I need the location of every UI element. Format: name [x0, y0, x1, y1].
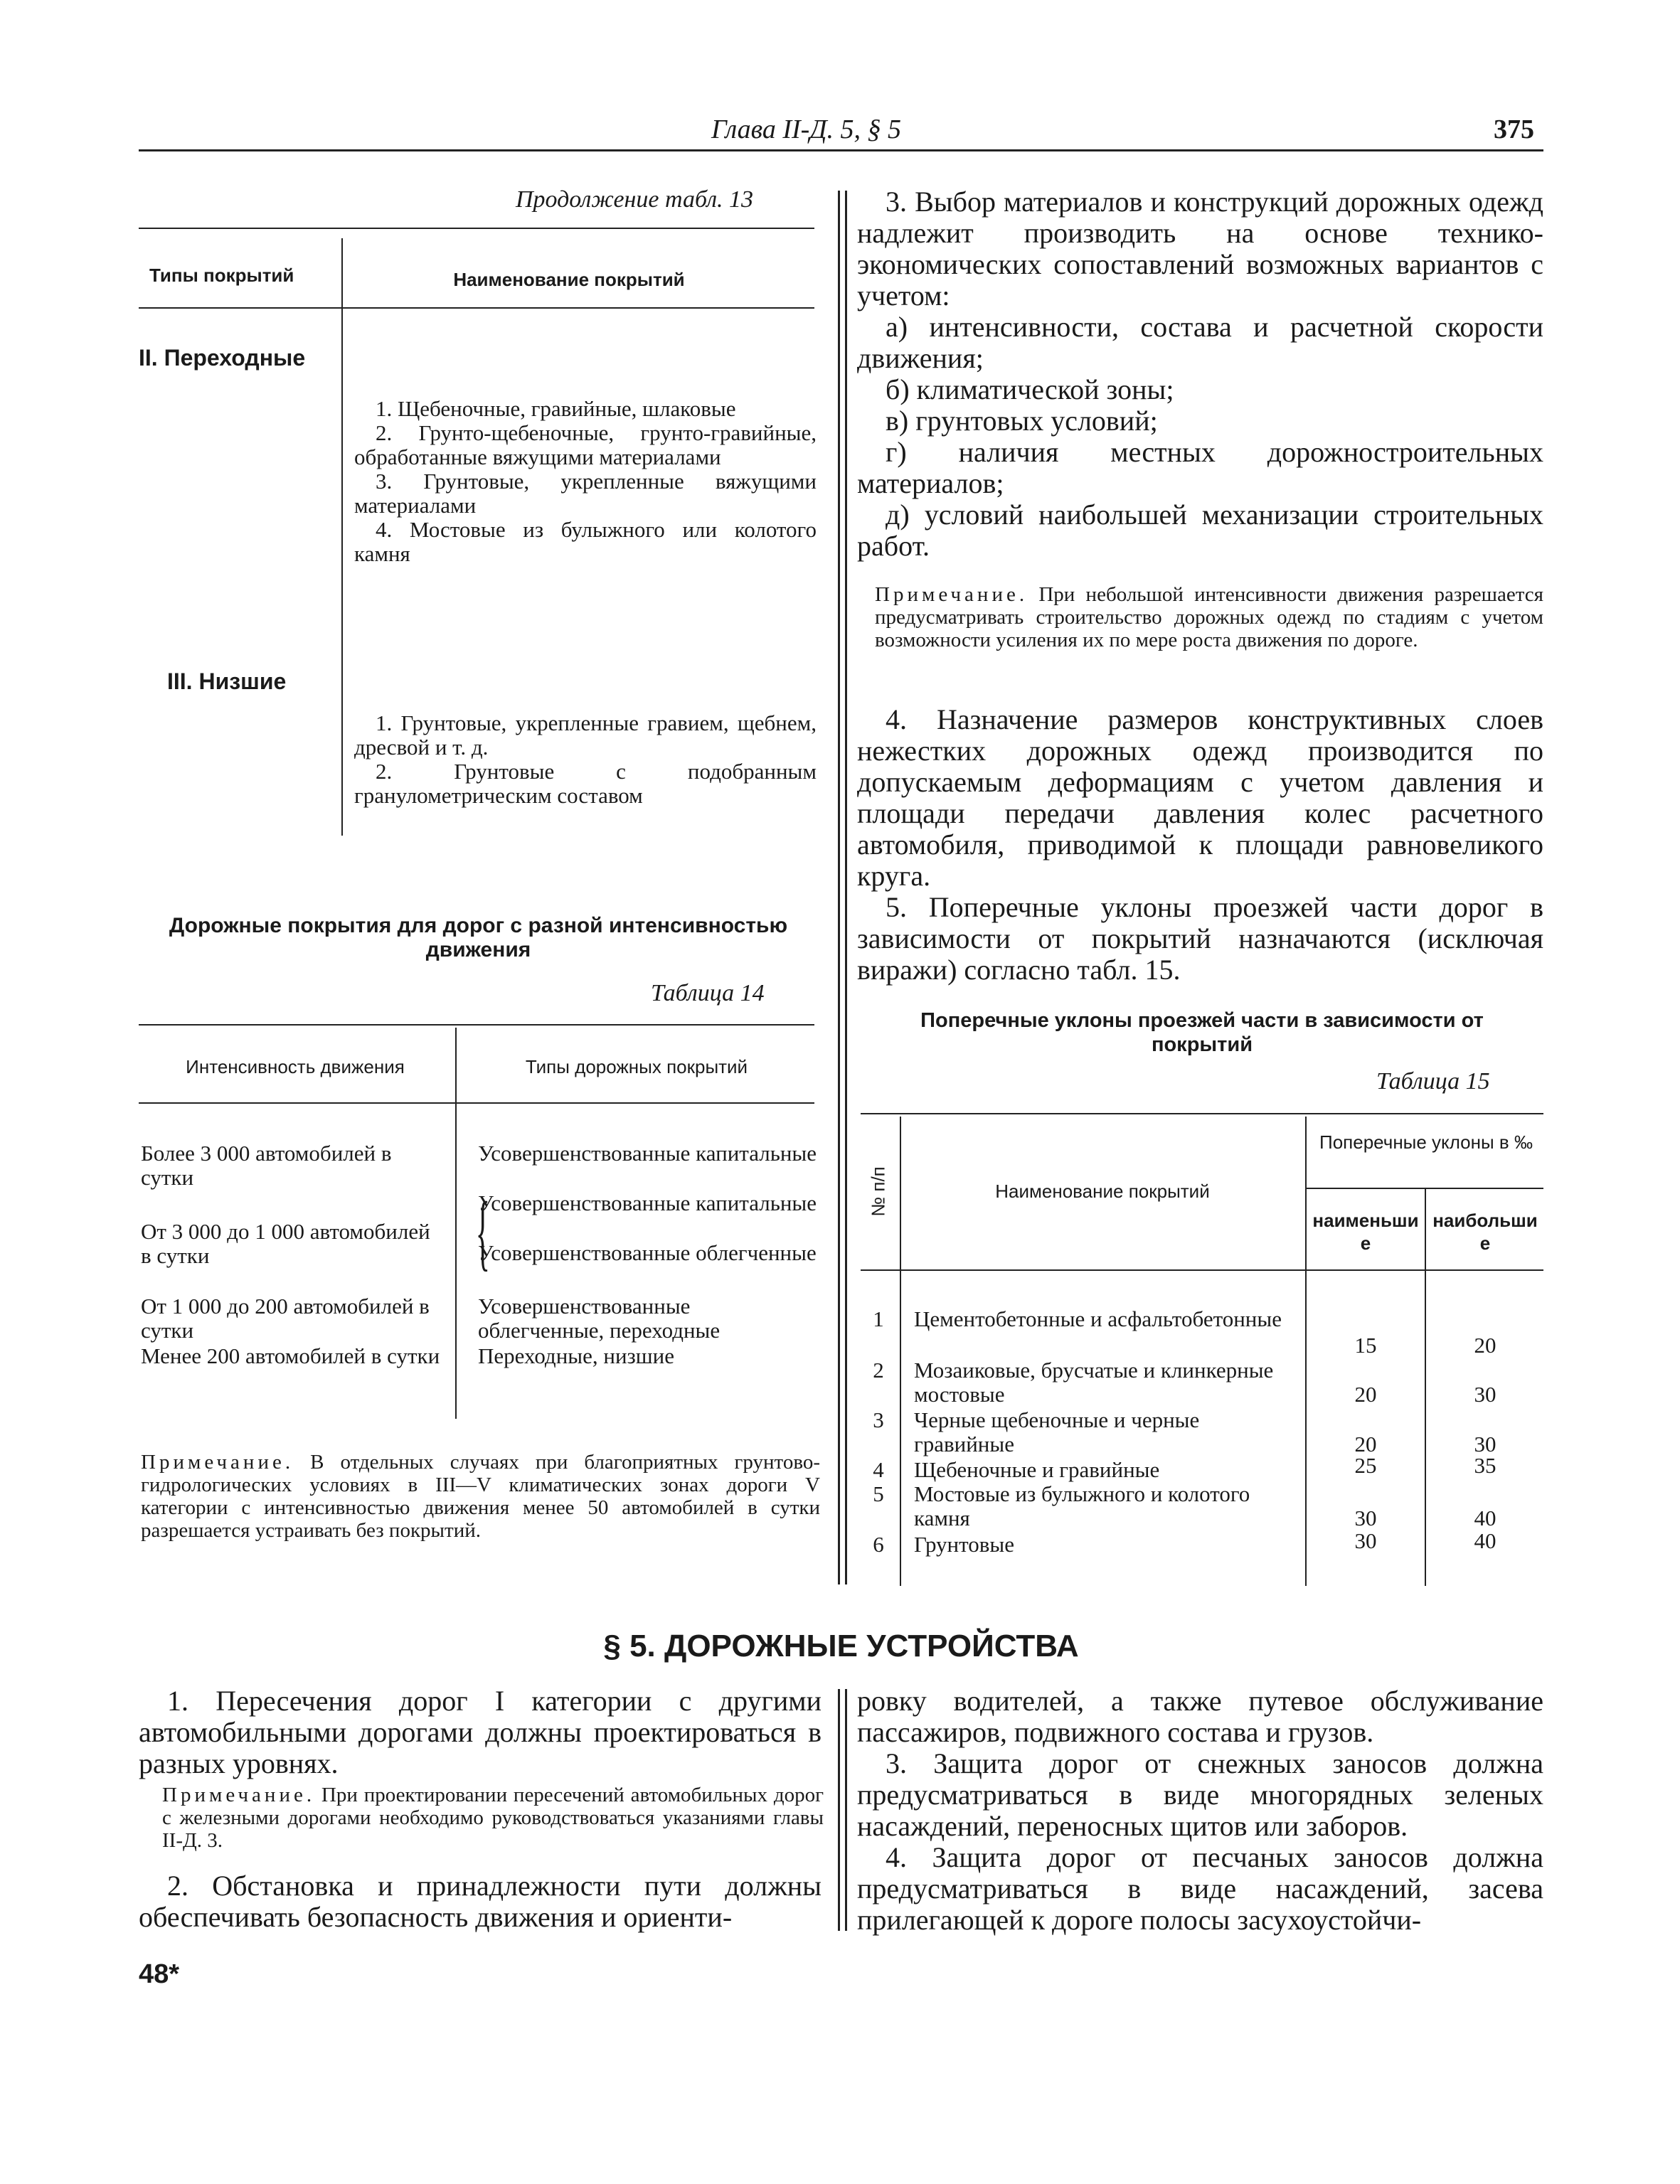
table15-row-name: Черные щебеночные и черные гравийные: [914, 1407, 1200, 1456]
right-note: [875, 583, 1543, 651]
table13-col-names: Наименование покрытий: [453, 269, 685, 290]
section5-left-column: [139, 1685, 822, 1779]
table14-header-rule: [139, 1102, 814, 1104]
table14-row-type: Усовершенствованные капитальные: [478, 1141, 817, 1166]
table15-row-max: 40: [1474, 1528, 1496, 1553]
table15-row-name: Грунтовые: [914, 1532, 1015, 1557]
right-column-text-2: [857, 704, 1543, 986]
note-text: При проектировании пересечений автомобильных дорог с железными дорогами необходимо руководствоваться указаниями главы II-Д. 3.: [162, 1784, 824, 1852]
column-divider: [845, 191, 847, 1584]
table15-row-min: 30: [1354, 1528, 1377, 1553]
list-item: 1. Щебеночные, гравийные, шлаковые: [376, 396, 736, 421]
list-item: г) наличия местных дорожностроительных материалов;: [857, 436, 1543, 499]
table15-row-min: 20: [1354, 1382, 1377, 1407]
table15-row-max: 40: [1474, 1506, 1496, 1530]
table15-col-max: наибольшие: [1432, 1210, 1538, 1254]
list-item: 3. Грунтовые, укрепленные вяжущими материалами: [354, 469, 817, 518]
table14-top-rule: [139, 1024, 814, 1026]
table15-row-max: 30: [1474, 1382, 1496, 1407]
list-item: а) интенсивности, состава и расчетной скорости движения;: [857, 311, 1543, 374]
table13-col-rule: [341, 238, 343, 836]
list-item: д) условий наибольшей механизации строительных работ.: [857, 499, 1543, 562]
table15-row-min: 30: [1354, 1506, 1377, 1530]
table13-group3: III. Низшие: [167, 668, 287, 694]
paragraph-3: 3. Выбор материалов и конструкций дорожных одежд надлежит производить на основе технико-экономических сопоставлений возможных вариантов с учетом:: [857, 186, 1543, 311]
section-heading: § 5. ДОРОЖНЫЕ УСТРОЙСТВА: [603, 1629, 1079, 1663]
list-item: 2. Грунто-щебеночные, грунто-гравийные, обработанные вяжущими материалами: [354, 420, 817, 469]
note-label: Примечание.: [875, 583, 1028, 606]
table15-row-max: 30: [1474, 1432, 1496, 1456]
section5-left-column-2: [139, 1870, 822, 1933]
table15-num-rule: [900, 1117, 901, 1586]
table14-row-type: Усовершенствованные облегченные: [478, 1240, 817, 1265]
table14-row-intensity: От 3 000 до 1 000 автомобилей в сутки: [141, 1219, 430, 1268]
table14-row-intensity: От 1 000 до 200 автомобилей в сутки: [141, 1294, 430, 1343]
table15-min-rule: [1425, 1188, 1426, 1586]
column-divider: [845, 1689, 847, 1931]
section5-left-note: [162, 1784, 824, 1852]
column-divider: [838, 191, 840, 1584]
table15-row-num: 5: [873, 1481, 884, 1506]
table13-header-rule: [139, 307, 814, 309]
paragraph-2: 2. Обстановка и принадлежности пути должны обеспечивать безопасность движения и ориенти-: [139, 1870, 822, 1933]
paragraph-5: 5. Поперечные уклоны проезжей части дорог в зависимости от покрытий назначаются (исключая виражи) согласно табл. 15.: [857, 891, 1543, 986]
paragraph-4: 4. Защита дорог от песчаных заносов должна предусматриваться в виде насаждений, засева прилегающей к дороге полосы засухоустойчи-: [857, 1841, 1543, 1936]
table15-row-min: 25: [1354, 1453, 1377, 1478]
table15-row-max: 35: [1474, 1453, 1496, 1478]
brace-icon: {: [475, 1184, 490, 1279]
table15-row-min: 20: [1354, 1432, 1377, 1456]
note-label: Примечание.: [141, 1451, 294, 1474]
table15-caption: Таблица 15: [1376, 1068, 1490, 1094]
table15-col-min: наименьшие: [1312, 1210, 1419, 1254]
table15-row-name: Мозаиковые, брусчатые и клинкерные мостовые: [914, 1358, 1274, 1407]
table14-note: [141, 1451, 820, 1542]
table15-row-num: 1: [873, 1306, 884, 1331]
section5-right-column: [857, 1685, 1543, 1936]
list-item: б) климатической зоны;: [886, 373, 1174, 405]
table14-row-type: Усовершенствованные капитальные: [478, 1190, 817, 1215]
table14-col-intensity: Интенсивность движения: [186, 1056, 405, 1077]
signature-mark: 48*: [139, 1959, 180, 1989]
table15-row-min: 15: [1354, 1333, 1377, 1358]
table13-top-rule: [139, 228, 814, 229]
table15-title: Поперечные уклоны проезжей части в зависимости от покрытий: [920, 1009, 1484, 1056]
table13-col-types: Типы покрытий: [149, 265, 294, 286]
list-item: 4. Мостовые из булыжного или колотого камня: [354, 517, 817, 566]
paragraph-continued: ровку водителей, а также путевое обслуживание пассажиров, подвижного состава и грузов.: [857, 1685, 1543, 1748]
table14-row-intensity: Менее 200 автомобилей в сутки: [141, 1343, 440, 1368]
header-rule: [139, 149, 1543, 151]
table14-caption: Таблица 14: [651, 980, 765, 1006]
paragraph-1: 1. Пересечения дорог I категории с другими автомобильными дорогами должны проектироваться в разных уровнях.: [139, 1685, 822, 1779]
table15-col-slopes: Поперечные уклоны в ‰: [1319, 1131, 1533, 1153]
table14-row-type: Усовершенствованные облегченные, переходные: [478, 1294, 721, 1343]
list-item: в) грунтовых условий;: [886, 405, 1158, 437]
paragraph-3: 3. Защита дорог от снежных заносов должна предусматриваться в виде многорядных зеленых насаждений, переносных щитов или заборов.: [857, 1747, 1543, 1842]
column-divider: [838, 1689, 840, 1931]
table15-name-rule: [1305, 1117, 1307, 1586]
note-text: В отдельных случаях при благоприятных грунтово-гидрологических условиях в III—V климатических зонах дороги V категории с интенсивностью движения менее 50 автомобилей в сутки разрешается устраивать без покрытий.: [141, 1451, 820, 1542]
table13-group3-items: [354, 711, 817, 808]
table14-row-type: Переходные, низшие: [478, 1343, 675, 1368]
table15-sub-rule: [1305, 1188, 1543, 1189]
table15-row-num: 3: [873, 1407, 884, 1432]
table14-row-intensity: Более 3 000 автомобилей в сутки: [141, 1141, 392, 1190]
table14-col-rule: [455, 1028, 457, 1419]
list-item: 1. Грунтовые, укрепленные гравием, щебнем, дресвой и т. д.: [354, 710, 817, 760]
table14-col-types: Типы дорожных покрытий: [525, 1056, 748, 1077]
running-title: Глава II-Д. 5, § 5: [711, 114, 902, 144]
table15-row-name: Щебеночные и гравийные: [914, 1457, 1160, 1482]
table15-col-name: Наименование покрытий: [995, 1181, 1210, 1202]
table13-caption: Продолжение табл. 13: [516, 186, 754, 213]
table13-group2-items: [354, 397, 817, 566]
table15-row-name: Мостовые из булыжного и колотого камня: [914, 1481, 1250, 1530]
page-number: 375: [1494, 114, 1534, 144]
table15-row-num: 2: [873, 1358, 884, 1383]
table15-row-max: 20: [1474, 1333, 1496, 1358]
table15-row-num: 6: [873, 1532, 884, 1557]
note-label: Примечание.: [162, 1784, 316, 1806]
list-item: 2. Грунтовые с подобранным гранулометрическим составом: [354, 759, 817, 808]
table15-row-name: Цементобетонные и асфальтобетонные: [914, 1306, 1282, 1331]
right-column-text: [857, 186, 1543, 562]
table14-title: Дорожные покрытия для дорог с разной интенсивностью движения: [169, 914, 788, 962]
table15-col-num: № п/п: [867, 1166, 889, 1217]
table15-row-num: 4: [873, 1457, 884, 1482]
table15-header-rule: [861, 1269, 1543, 1271]
note-text: При небольшой интенсивности движения разрешается предусматривать строительство дорожных одежд по стадиям с учетом возможности усиления их по мере роста движения по дороге.: [875, 583, 1543, 651]
table13-group2: II. Переходные: [139, 345, 306, 371]
paragraph-4: 4. Назначение размеров конструктивных слоев нежестких дорожных одежд производится по допускаемым деформациям с учетом давления и площади передачи давления колес расчетного автомобиля, приводимой к площади равновеликого круга.: [857, 703, 1543, 892]
table15-top-rule: [861, 1113, 1543, 1114]
